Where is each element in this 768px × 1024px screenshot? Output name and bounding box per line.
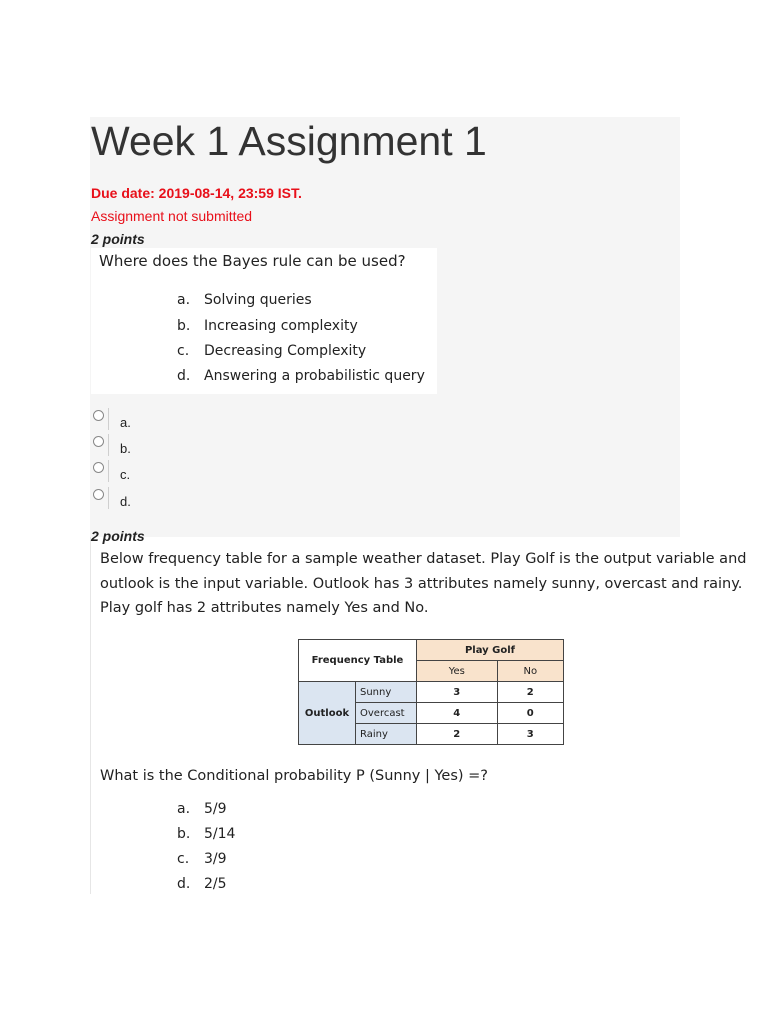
table-col-no: No — [497, 661, 563, 682]
choice-label: b. — [120, 441, 131, 456]
question1-option-letter: d. — [177, 368, 191, 384]
question1-option-text: Solving queries — [204, 292, 312, 308]
table-cell: 3 — [417, 682, 498, 703]
choice-label: a. — [120, 415, 131, 430]
table-row-label: Rainy — [356, 724, 417, 745]
radio-button[interactable] — [93, 462, 104, 473]
question2-option-text: 5/14 — [204, 826, 236, 842]
choice-label: d. — [120, 494, 131, 509]
table-group-header: Play Golf — [417, 640, 564, 661]
answer-choice-b[interactable] — [91, 434, 171, 458]
table-col-yes: Yes — [417, 661, 498, 682]
question1-points: 2 points — [91, 231, 145, 247]
question1-option-text: Decreasing Complexity — [204, 343, 367, 359]
question2-option-letter: c. — [177, 851, 190, 867]
page-title: Week 1 Assignment 1 — [91, 118, 487, 164]
question2-option-text: 5/9 — [204, 801, 227, 817]
question1-option-text: Increasing complexity — [204, 318, 358, 334]
question1-option-letter: b. — [177, 318, 191, 334]
due-date: Due date: 2019-08-14, 23:59 IST. — [91, 185, 302, 201]
table-cell: 4 — [417, 703, 498, 724]
question2-option-letter: d. — [177, 876, 191, 892]
question2-paragraph: Below frequency table for a sample weather dataset. Play Golf is the output variable and outlook is the input variable. Outlook has 3 attributes namely sunny, overcast and rainy. Play golf has 2 attributes namely Yes and No. — [100, 551, 747, 616]
radio-button[interactable] — [93, 489, 104, 500]
panel-border — [90, 537, 91, 894]
answer-choice-c[interactable] — [91, 460, 171, 484]
table-row-label: Sunny — [356, 682, 417, 703]
radio-button[interactable] — [93, 410, 104, 421]
table-cell: 2 — [497, 682, 563, 703]
question1-text: Where does the Bayes rule can be used? — [99, 252, 406, 270]
table-cell: 2 — [417, 724, 498, 745]
table-title: Frequency Table — [299, 640, 417, 682]
divider — [108, 460, 109, 482]
question2-option-text: 2/5 — [204, 876, 227, 892]
divider — [108, 434, 109, 456]
table-row-group: Outlook — [299, 682, 356, 745]
table-row-label: Overcast — [356, 703, 417, 724]
question1-option-text: Answering a probabilistic query — [204, 368, 425, 384]
question1-option-letter: a. — [177, 292, 191, 308]
table-cell: 3 — [497, 724, 563, 745]
choice-label: c. — [120, 467, 131, 482]
question2-option-letter: b. — [177, 826, 191, 842]
divider — [108, 408, 109, 430]
question2-text: What is the Conditional probability P (Sunny | Yes) =? — [100, 768, 488, 784]
submission-status: Assignment not submitted — [91, 208, 253, 224]
answer-choice-d[interactable] — [91, 487, 171, 511]
answer-choice-a[interactable] — [91, 408, 171, 432]
question2-option-text: 3/9 — [204, 851, 227, 867]
question1-option-letter: c. — [177, 343, 190, 359]
question2-points: 2 points — [91, 528, 145, 544]
table-cell: 0 — [497, 703, 563, 724]
frequency-table — [298, 639, 564, 745]
divider — [108, 487, 109, 509]
question2-option-letter: a. — [177, 801, 191, 817]
radio-button[interactable] — [93, 436, 104, 447]
